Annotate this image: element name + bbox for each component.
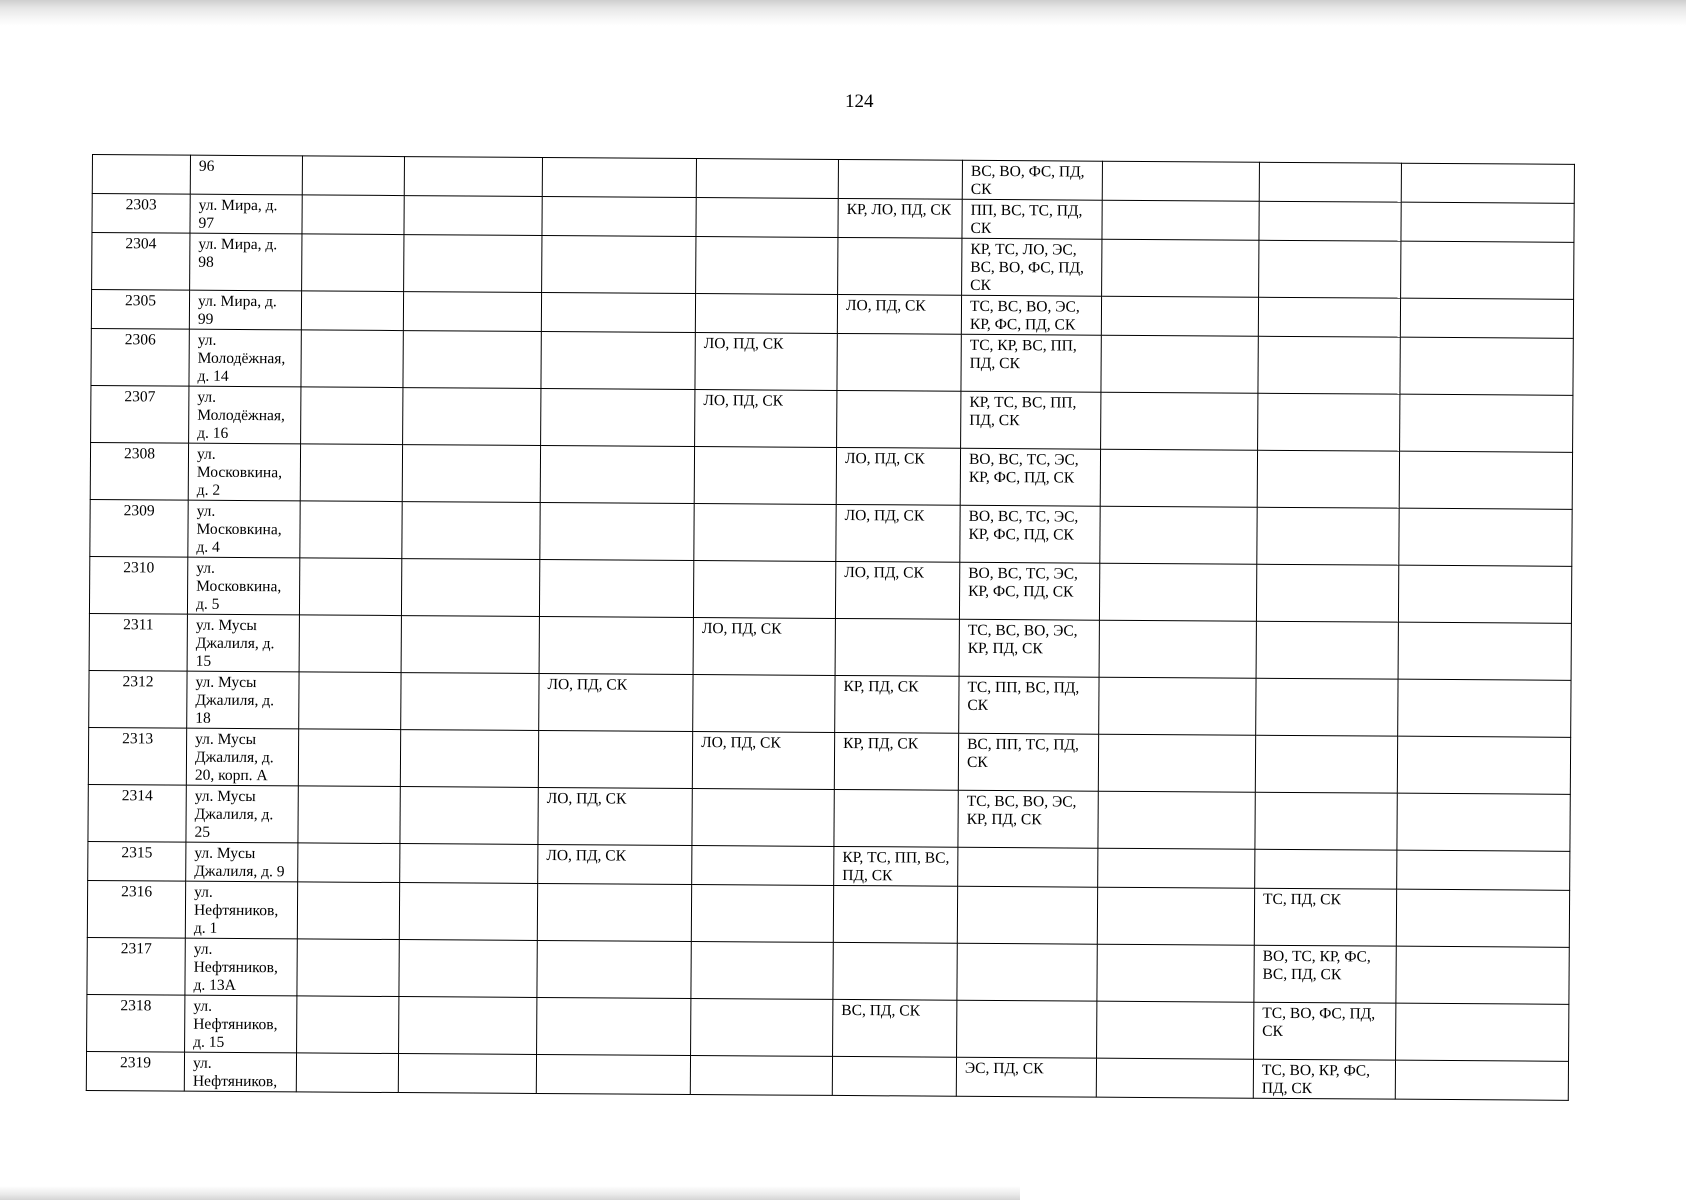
table-cell — [837, 390, 961, 448]
page-number: 124 — [845, 91, 874, 112]
table-cell — [1096, 1058, 1253, 1098]
table-cell: ТС, ВС, ВО, ЭС, КР, ПД, СК — [958, 790, 1098, 848]
table-cell: ЛО, ПД, СК — [837, 294, 961, 334]
table-cell: ТС, КР, ВС, ПП, ПД, СК — [961, 334, 1101, 392]
row-number: 2316 — [87, 880, 185, 938]
table-cell — [537, 997, 691, 1055]
table-cell: ВС, ПД, СК — [833, 999, 957, 1057]
table-cell — [400, 787, 538, 845]
table-cell — [299, 615, 401, 673]
table-cell — [696, 237, 838, 295]
row-number — [92, 155, 190, 195]
table-cell: ПП, ВС, ТС, ПД, СК — [962, 199, 1102, 239]
table-cell — [300, 444, 402, 502]
table-cell: ЛО, ПД, СК — [538, 844, 692, 884]
address-cell: ул. Московкина, д. 4 — [188, 500, 300, 558]
table-cell — [957, 943, 1097, 1001]
table-cell — [539, 616, 693, 674]
table-cell — [692, 845, 834, 885]
table-cell — [542, 157, 696, 197]
table-cell — [400, 844, 538, 884]
address-cell: ул. Московкина, д. 5 — [187, 557, 299, 615]
table-cell — [399, 940, 537, 998]
table-cell — [690, 1055, 832, 1095]
table-cell — [832, 1056, 956, 1096]
table-cell — [1255, 849, 1397, 889]
table-cell — [298, 729, 400, 787]
table-cell — [693, 674, 835, 732]
table-row — [87, 994, 1569, 1061]
table-cell — [691, 941, 833, 999]
table-cell — [833, 942, 957, 1000]
address-cell: ул. Нефтяников, д. 1 — [185, 881, 297, 939]
table-cell — [542, 235, 696, 293]
row-number: 2307 — [91, 385, 189, 443]
table-cell — [1397, 793, 1570, 851]
row-number: 2306 — [91, 328, 189, 386]
table-cell — [1097, 887, 1254, 945]
table-cell — [1397, 850, 1570, 890]
table-cell: КР, ТС, ВС, ПП, ПД, СК — [961, 391, 1101, 449]
row-number: 2317 — [87, 937, 185, 995]
table-cell — [1255, 735, 1397, 793]
table-cell — [957, 1000, 1097, 1058]
table-row — [89, 670, 1571, 737]
table-cell — [694, 504, 836, 562]
table-cell — [1401, 202, 1574, 242]
table-cell — [403, 292, 541, 332]
table-row — [89, 556, 1571, 623]
table-cell — [834, 789, 958, 847]
table-cell — [835, 618, 959, 676]
table-cell — [1099, 620, 1256, 678]
table-cell: ЛО, ПД, СК — [695, 333, 837, 391]
table-cell — [301, 387, 403, 445]
table-cell — [538, 730, 692, 788]
table-cell — [1399, 451, 1572, 509]
table-cell — [696, 198, 838, 238]
table-cell — [1102, 161, 1259, 201]
table-cell — [403, 388, 541, 446]
address-cell: ул. Нефтяников, д. 15 — [185, 995, 297, 1053]
address-cell: ул. Молодёжная, д. 14 — [189, 329, 301, 387]
table-cell — [1257, 507, 1399, 565]
address-cell: 96 — [190, 155, 302, 195]
table-cell — [1258, 297, 1400, 337]
table-cell — [1098, 734, 1255, 792]
table-cell — [541, 292, 695, 332]
table-cell — [402, 445, 540, 503]
table-cell — [537, 940, 691, 998]
table-cell: ТС, ВС, ВО, ЭС, КР, ФС, ПД, СК — [961, 295, 1101, 335]
table-cell: ВО, ТС, КР, ФС, ВС, ПД, СК — [1254, 945, 1396, 1003]
table-cell — [1097, 1001, 1254, 1059]
address-cell: ул. Мира, д. 98 — [190, 233, 302, 291]
table-cell — [540, 445, 694, 503]
table-cell — [1099, 677, 1256, 735]
row-number: 2319 — [86, 1051, 184, 1091]
table-cell: ЛО, ПД, СК — [538, 787, 692, 845]
table-cell — [399, 997, 537, 1055]
table-cell — [1396, 889, 1569, 947]
table-cell — [400, 730, 538, 788]
row-number: 2304 — [92, 233, 190, 291]
table-cell — [298, 786, 400, 844]
table-cell: ВО, ВС, ТС, ЭС, КР, ФС, ПД, СК — [960, 505, 1100, 563]
table-row — [89, 613, 1571, 680]
table-cell: КР, ТС, ПП, ВС, ПД, СК — [834, 846, 958, 886]
row-number: 2303 — [92, 194, 190, 234]
address-cell: ул. Мусы Джалиля, д. 15 — [187, 614, 299, 672]
table-cell — [691, 884, 833, 942]
table-cell — [541, 331, 695, 389]
table-cell — [542, 196, 696, 236]
table-cell — [299, 672, 401, 730]
table-cell — [696, 159, 838, 199]
table-cell: ЛО, ПД, СК — [539, 673, 693, 731]
table-cell — [1398, 622, 1571, 680]
table-cell — [401, 559, 539, 617]
table-cell — [1396, 946, 1569, 1004]
table-cell — [693, 561, 835, 619]
table-cell: ЛО, ПД, СК — [836, 504, 960, 562]
table-cell — [399, 883, 537, 941]
table-cell: КР, ЛО, ПД, СК — [838, 198, 962, 238]
table-cell — [1396, 1003, 1569, 1061]
table-cell — [1098, 791, 1255, 849]
table-cell — [1101, 296, 1258, 336]
row-number: 2314 — [88, 784, 186, 842]
table-cell: КР, ПД, СК — [835, 675, 959, 733]
table-cell: КР, ПД, СК — [834, 732, 958, 790]
table-cell — [1255, 792, 1397, 850]
table-cell: ВО, ВС, ТС, ЭС, КР, ФС, ПД, СК — [959, 562, 1099, 620]
table-cell — [838, 237, 962, 295]
table-cell — [296, 1053, 398, 1093]
table-cell — [297, 882, 399, 940]
table-cell — [1400, 337, 1573, 395]
table-cell — [536, 1054, 690, 1094]
table-cell — [1098, 848, 1255, 888]
table-row — [87, 937, 1569, 1004]
table-cell: ТС, ПП, ВС, ПД, СК — [959, 676, 1099, 734]
register-table — [86, 154, 1575, 1101]
table-cell — [1259, 201, 1401, 241]
table-cell — [537, 883, 691, 941]
table-cell — [1101, 392, 1258, 450]
address-cell: ул. Мусы Джалиля, д. 18 — [187, 671, 299, 729]
table-cell — [403, 331, 541, 389]
address-cell: ул. Нефтяников, д. 13А — [185, 938, 297, 996]
table-cell: ЛО, ПД, СК — [836, 447, 960, 505]
table-cell — [1400, 298, 1573, 338]
table-cell — [837, 333, 961, 391]
table-cell: ТС, ВО, КР, ФС, ПД, СК — [1253, 1059, 1395, 1099]
table-cell — [404, 196, 542, 236]
table-cell — [302, 156, 404, 196]
table-cell — [301, 291, 403, 331]
table-cell — [402, 502, 540, 560]
table-cell — [1258, 393, 1400, 451]
table-cell — [1397, 736, 1570, 794]
table-row — [91, 328, 1573, 395]
table-cell — [404, 235, 542, 293]
address-cell: ул. Мира, д. 97 — [190, 194, 302, 234]
scan-edge-top — [0, 0, 1686, 26]
table-cell — [298, 843, 400, 883]
table-cell — [401, 673, 539, 731]
table-cell — [1399, 508, 1572, 566]
table-cell: ЛО, ПД, СК — [835, 561, 959, 619]
table-cell — [1398, 679, 1571, 737]
table-cell — [1258, 336, 1400, 394]
table-row — [90, 442, 1572, 509]
table-cell: ТС, ВС, ВО, ЭС, КР, ПД, СК — [959, 619, 1099, 677]
table-cell — [1102, 239, 1259, 297]
table-cell — [691, 998, 833, 1056]
table-cell — [1259, 162, 1401, 202]
table-cell: ЛО, ПД, СК — [692, 731, 834, 789]
table-cell: ВО, ВС, ТС, ЭС, КР, ФС, ПД, СК — [960, 448, 1100, 506]
table-cell — [958, 847, 1098, 887]
table-row — [88, 784, 1570, 851]
table-cell — [1395, 1060, 1568, 1100]
table-cell — [695, 294, 837, 334]
table-body — [86, 155, 1574, 1101]
table-cell — [301, 330, 403, 388]
row-number: 2318 — [87, 994, 185, 1052]
row-number: 2312 — [89, 670, 187, 728]
table-cell — [540, 502, 694, 560]
table-cell: ЛО, ПД, СК — [695, 390, 837, 448]
table-cell — [1100, 506, 1257, 564]
table-cell — [539, 559, 693, 617]
table-cell — [1400, 394, 1573, 452]
address-cell: ул. Московкина, д. 2 — [188, 443, 300, 501]
table-cell — [1097, 944, 1254, 1002]
address-cell: ул. Нефтяников, — [184, 1052, 296, 1092]
table-cell — [297, 939, 399, 997]
row-number: 2311 — [89, 613, 187, 671]
table-cell: ВС, ВО, ФС, ПД, СК — [962, 160, 1102, 200]
row-number: 2310 — [89, 556, 187, 614]
table-cell — [404, 157, 542, 197]
table-cell — [1259, 240, 1401, 298]
table-cell — [541, 388, 695, 446]
address-cell: ул. Мусы Джалиля, д. 25 — [186, 785, 298, 843]
table-cell — [300, 501, 402, 559]
table-cell — [302, 234, 404, 292]
table-cell — [1101, 335, 1258, 393]
table-cell: ТС, ВО, ФС, ПД, СК — [1254, 1002, 1396, 1060]
table-cell — [398, 1054, 536, 1094]
table-cell — [833, 885, 957, 943]
table-cell — [1099, 563, 1256, 621]
table-cell — [692, 788, 834, 846]
table-row — [91, 385, 1573, 452]
row-number: 2315 — [88, 841, 186, 881]
table-cell: ТС, ПД, СК — [1254, 888, 1396, 946]
address-cell: ул. Молодёжная, д. 16 — [189, 386, 301, 444]
table-cell — [302, 195, 404, 235]
table-cell — [297, 996, 399, 1054]
table-row — [88, 727, 1570, 794]
row-number: 2309 — [90, 499, 188, 557]
table-row — [92, 233, 1574, 300]
table-cell — [1102, 200, 1259, 240]
table-cell — [1256, 564, 1398, 622]
table-cell — [1100, 449, 1257, 507]
table-cell: ЭС, ПД, СК — [956, 1057, 1096, 1097]
table-cell: ВС, ПП, ТС, ПД, СК — [958, 733, 1098, 791]
address-cell: ул. Мусы Джалиля, д. 20, корп. А — [186, 728, 298, 786]
table-row — [90, 499, 1572, 566]
table-cell — [1257, 450, 1399, 508]
row-number: 2308 — [90, 442, 188, 500]
address-cell: ул. Мусы Джалиля, д. 9 — [186, 842, 298, 882]
table-cell: ЛО, ПД, СК — [693, 617, 835, 675]
row-number: 2305 — [91, 290, 189, 330]
table-cell — [1398, 565, 1571, 623]
table-cell — [1256, 621, 1398, 679]
scan-edge-bottom — [0, 1186, 1020, 1200]
table-cell — [1401, 241, 1574, 299]
table-cell — [838, 159, 962, 199]
table-cell — [299, 558, 401, 616]
table-cell — [694, 447, 836, 505]
row-number: 2313 — [88, 727, 186, 785]
table-cell — [401, 616, 539, 674]
address-cell: ул. Мира, д. 99 — [189, 290, 301, 330]
table-cell — [1256, 678, 1398, 736]
table-cell — [957, 886, 1097, 944]
table-cell: КР, ТС, ЛО, ЭС, ВС, ВО, ФС, ПД, СК — [962, 238, 1102, 296]
table-row — [87, 880, 1569, 947]
table-cell — [1401, 163, 1574, 203]
